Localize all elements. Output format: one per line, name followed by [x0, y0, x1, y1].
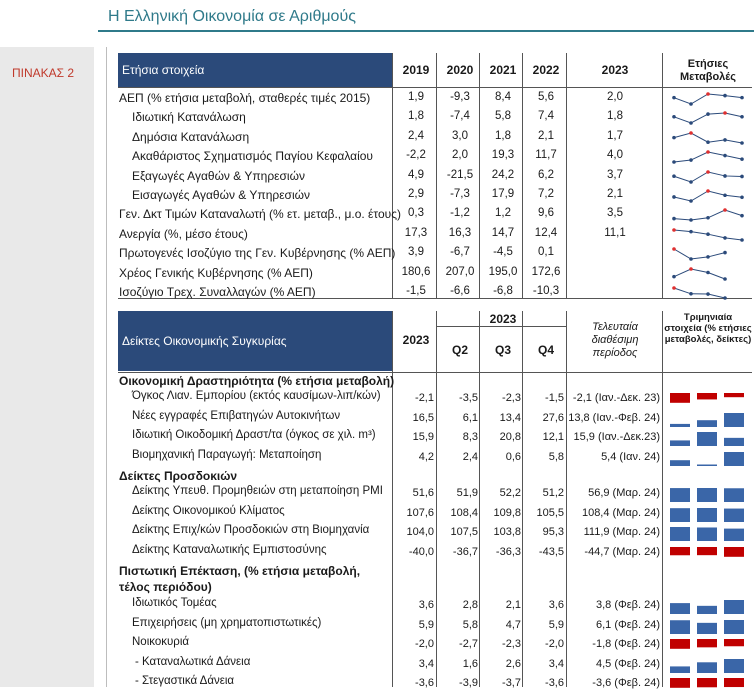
- quarterly-bar: [724, 413, 744, 427]
- quarter-group-rule: [436, 326, 566, 327]
- annual-sparkline: [668, 188, 748, 204]
- annual-value: -6,8: [493, 285, 513, 297]
- annual-sparkline: [668, 91, 748, 107]
- business-value: 51,2: [542, 487, 564, 499]
- quarterly-bar: [697, 527, 717, 541]
- sparkline-point: [706, 292, 710, 296]
- quarterly-bar: [670, 666, 690, 673]
- sparkline-point: [723, 174, 727, 178]
- annual-value: 1,9: [408, 91, 424, 103]
- quarterly-bar: [670, 393, 690, 403]
- annual-row-label: Δημόσια Κατανάλωση: [132, 129, 250, 144]
- business-row-label: Όγκος Λιαν. Εμπορίου (εκτός καυσίμων-λιπ/κών): [132, 390, 381, 402]
- annual-value: -9,3: [450, 91, 470, 103]
- annual-value: 2,1: [538, 129, 554, 142]
- quarterly-bar: [670, 508, 690, 522]
- quarterly-bar: [724, 659, 744, 673]
- latest-period-value: 111,9 (Μαρ. 24): [583, 526, 660, 538]
- business-value: 2,1: [505, 599, 521, 611]
- business-value: -3,6: [415, 677, 434, 689]
- quarterly-bar: [670, 620, 690, 634]
- annual-value: -6,7: [450, 246, 470, 259]
- business-value: 108,4: [450, 506, 478, 519]
- sparkline-point: [672, 96, 676, 100]
- quarterly-bar: [724, 529, 744, 541]
- annual-value: 11,1: [604, 226, 626, 239]
- sparkline-point: [706, 140, 710, 144]
- annual-value: -7,3: [450, 188, 470, 200]
- sparkline-point: [672, 286, 676, 290]
- quarterly-bar: [697, 420, 717, 427]
- quarterly-bar: [724, 508, 744, 521]
- business-value: 16,5: [412, 411, 434, 424]
- quarterly-bar: [697, 464, 717, 466]
- business-value: -2,7: [459, 638, 478, 650]
- business-value: -2,3: [502, 392, 521, 404]
- annual-value: 0,3: [408, 207, 424, 220]
- sparkline-point: [706, 270, 710, 274]
- business-value: -3,5: [459, 392, 478, 404]
- quarterly-bar: [697, 678, 717, 687]
- annual-value: -7,4: [450, 110, 470, 123]
- business-value: 109,8: [493, 506, 521, 519]
- business-value: 27,6: [542, 411, 564, 424]
- business-header: Δείκτες Οικονομικής Συγκυρίας: [118, 311, 392, 371]
- sparkline-point: [672, 160, 676, 164]
- quarterly-bar: [670, 639, 690, 649]
- business-value: 12,1: [542, 431, 564, 443]
- annual-value: 2,4: [408, 129, 424, 142]
- annual-change-header: Ετήσιες Μεταβολές: [680, 58, 736, 83]
- sparkline-point: [740, 214, 744, 218]
- sparkline-point: [672, 115, 676, 119]
- annual-value: 3,0: [452, 129, 468, 142]
- annual-value: -2,2: [406, 149, 426, 162]
- annual-sparkline: [668, 227, 748, 243]
- sparkline-point: [740, 115, 744, 119]
- year-header-2020: 2020: [446, 63, 474, 77]
- latest-period-value: 4,5 (Φεβ. 24): [595, 657, 660, 670]
- annual-value: 3,5: [607, 207, 623, 220]
- latest-period-header: Τελευταία διαθέσιμη περίοδος: [591, 321, 639, 359]
- quarterly-bar: [697, 508, 717, 522]
- quarterly-bar: [724, 620, 744, 634]
- quarterly-bar: [724, 438, 744, 446]
- quarterly-bar-chart: [666, 524, 750, 542]
- sparkline-point: [723, 236, 727, 240]
- business-col-divider: [436, 311, 437, 687]
- annual-col-divider: [436, 53, 437, 298]
- annual-value: -10,3: [532, 285, 560, 297]
- quarterly-bar-chart: [666, 544, 750, 562]
- sparkline-point: [689, 230, 693, 234]
- business-value: -1,5: [545, 392, 564, 404]
- sparkline-point: [689, 292, 693, 296]
- business-value: 104,0: [406, 526, 434, 538]
- business-value: 2,4: [462, 450, 478, 463]
- business-row-label: Δείκτης Καταναλωτικής Εμπιστοσύνης: [132, 543, 327, 556]
- quarterly-bar: [670, 440, 690, 446]
- annual-value: 1,2: [495, 207, 511, 220]
- sparkline-point: [672, 228, 676, 232]
- business-row-label: Δείκτης Επιχ/κών Προσδοκιών στη Βιομηχανία: [132, 524, 370, 536]
- annual-value: 17,9: [491, 188, 515, 200]
- business-value: 3,4: [548, 657, 564, 670]
- annual-value: 7,2: [538, 188, 554, 200]
- quarterly-bar: [724, 547, 744, 557]
- business-value: 4,7: [505, 618, 521, 631]
- quarterly-bar: [724, 488, 744, 502]
- quarterly-bar: [670, 423, 690, 426]
- annual-value: 12,4: [534, 226, 558, 239]
- sparkline-point: [723, 138, 727, 142]
- latest-period-value: -3,6 (Φεβ. 24): [592, 677, 660, 689]
- business-row-label: Δείκτης Οικονομικού Κλίματος: [132, 504, 285, 517]
- quarterly-bar-chart: [666, 449, 750, 467]
- business-value: -40,0: [408, 545, 434, 558]
- business-value: 5,8: [462, 618, 478, 631]
- annual-col-divider: [392, 53, 393, 298]
- business-value: 2,6: [505, 657, 521, 670]
- annual-value: 3,7: [607, 168, 623, 181]
- business-value: 3,6: [418, 599, 434, 611]
- annual-value: 16,3: [448, 226, 472, 239]
- business-row-label: - Καταναλωτικά Δάνεια: [135, 655, 251, 668]
- sparkline-path: [674, 269, 725, 279]
- quarterly-bar: [697, 662, 717, 673]
- business-value: -2,3: [502, 638, 521, 650]
- sparkline-point: [740, 96, 744, 100]
- quarterly-bar: [697, 622, 717, 633]
- latest-period-value: 6,1 (Φεβ. 24): [595, 618, 660, 631]
- quarter-header-Q3: Q3: [494, 343, 511, 357]
- sparkline-point: [723, 277, 727, 281]
- sparkline-point: [723, 154, 727, 158]
- business-value: -2,1: [415, 392, 434, 404]
- sparkline-point: [723, 94, 727, 98]
- annual-value: 4,0: [607, 149, 623, 162]
- annual-value: 9,6: [538, 207, 554, 220]
- sparkline-point: [689, 158, 693, 162]
- business-value: 52,2: [499, 487, 521, 499]
- annual-value: 207,0: [445, 265, 475, 278]
- annual-sparkline: [668, 266, 748, 282]
- sparkline-point: [672, 136, 676, 140]
- annual-value: 195,0: [488, 265, 518, 278]
- annual-col-divider: [662, 53, 663, 298]
- sparkline-point: [706, 170, 710, 174]
- sparkline-point: [723, 251, 727, 255]
- sparkline-point: [689, 131, 693, 135]
- business-value: -36,7: [452, 545, 478, 558]
- business-col-divider: [566, 311, 567, 687]
- annual-value: 172,6: [531, 265, 561, 278]
- latest-period-value: 108,4 (Μαρ. 24): [581, 506, 660, 519]
- business-group-year: 2023: [489, 312, 517, 326]
- annual-value: 3,9: [408, 246, 424, 259]
- latest-period-value: -1,8 (Φεβ. 24): [592, 638, 660, 650]
- annual-value: 24,2: [491, 168, 515, 181]
- quarterly-bar: [670, 678, 690, 688]
- sparkline-point: [706, 232, 710, 236]
- annual-value: 5,6: [538, 91, 554, 103]
- sparkline-path: [674, 249, 725, 259]
- sparkline-point: [706, 92, 710, 96]
- sparkline-point: [723, 296, 727, 300]
- quarterly-bar: [724, 600, 744, 614]
- business-row-label: Νοικοκυριά: [132, 636, 190, 648]
- year-header-2021: 2021: [489, 63, 517, 77]
- annual-value: -1,2: [450, 207, 470, 220]
- business-col-divider: [479, 311, 480, 687]
- annual-row-label: ΑΕΠ (% ετήσια μεταβολή, σταθερές τιμές 2015): [119, 91, 371, 105]
- business-value: 103,8: [493, 526, 521, 538]
- sparkline-point: [706, 216, 710, 220]
- business-value: 8,3: [462, 431, 478, 443]
- sparkline-point: [723, 209, 727, 213]
- annual-row-label: Χρέος Γενικής Κυβέρνησης (% ΑΕΠ): [119, 265, 313, 280]
- annual-value: 6,2: [538, 168, 554, 181]
- sparkline-point: [706, 113, 710, 117]
- annual-value: 2,1: [607, 188, 623, 200]
- annual-header-rule: [118, 87, 752, 88]
- business-value: 3,4: [418, 657, 434, 670]
- annual-sparkline: [668, 285, 748, 301]
- quarterly-bar: [670, 527, 690, 541]
- sparkline-point: [672, 247, 676, 251]
- business-value: 1,6: [462, 657, 478, 670]
- business-value: 2,8: [462, 599, 478, 611]
- quarterly-bar-chart: [666, 597, 750, 615]
- business-col-divider: [662, 311, 663, 687]
- sparkline-point: [689, 122, 693, 126]
- annual-value: 4,9: [408, 168, 424, 181]
- table-number-label: ΠΙΝΑΚΑΣ 2: [12, 66, 75, 80]
- annual-row-label: Γεν. Δκτ Τιμών Καταναλωτή (% ετ. μεταβ., μ.ο. έτους): [119, 207, 401, 222]
- business-row-label: Ιδιωτικός Τομέας: [132, 597, 217, 609]
- sparkline-point: [723, 112, 727, 116]
- annual-value: 2,9: [408, 188, 424, 200]
- sparkline-point: [723, 193, 727, 197]
- sparkline-point: [672, 174, 676, 178]
- annual-value: 19,3: [491, 149, 515, 162]
- business-value: 5,8: [548, 450, 564, 463]
- quarterly-bar: [724, 639, 744, 646]
- quarterly-bar: [697, 432, 717, 446]
- business-value: -3,6: [545, 677, 564, 689]
- latest-period-value: 3,8 (Φεβ. 24): [595, 599, 660, 611]
- quarterly-bar: [724, 678, 744, 687]
- annual-row-label: Ανεργία (%, μέσο έτους): [119, 226, 248, 241]
- business-value: -3,9: [459, 677, 478, 689]
- sparkline-point: [689, 267, 693, 271]
- business-value: 51,9: [456, 487, 478, 499]
- annual-value: 2,0: [452, 149, 468, 162]
- business-value: -43,5: [538, 545, 564, 558]
- business-value: 3,6: [548, 599, 564, 611]
- business-value: 6,1: [462, 411, 478, 424]
- annual-row-label: Εξαγωγές Αγαθών & Υπηρεσιών: [132, 168, 305, 183]
- annual-value: 1,8: [607, 110, 623, 123]
- quarterly-bar-chart: [666, 656, 750, 674]
- sparkline-point: [689, 219, 693, 223]
- annual-value: 1,8: [408, 110, 424, 123]
- sparkline-point: [689, 199, 693, 203]
- annual-value: 17,3: [404, 226, 428, 239]
- annual-sparkline: [668, 130, 748, 146]
- quarterly-bar-chart: [666, 675, 750, 693]
- quarterly-bar-chart: [666, 429, 750, 447]
- business-value: 105,5: [536, 506, 564, 519]
- quarterly-bar: [697, 547, 717, 555]
- annual-value: 8,4: [495, 91, 511, 103]
- annual-row-label: Εισαγωγές Αγαθών & Υπηρεσιών: [132, 188, 310, 202]
- business-value: 15,9: [412, 431, 434, 443]
- annual-value: 180,6: [401, 265, 431, 278]
- business-row-label: Επιχειρήσεις (μη χρηματοπιστωτικές): [132, 616, 322, 629]
- business-value: 5,9: [548, 618, 564, 631]
- year-header-2019: 2019: [402, 63, 430, 77]
- business-value: 13,4: [499, 411, 521, 424]
- annual-value: -6,6: [450, 285, 470, 297]
- annual-row-label: Πρωτογενές Ισοζύγιο της Γεν. Κυβέρνησης (% ΑΕΠ): [119, 246, 396, 261]
- annual-value: -4,5: [493, 246, 513, 259]
- quarterly-bar: [724, 393, 744, 397]
- title-rule: [98, 30, 754, 32]
- annual-row-label: Ισοζύγιο Τρεχ. Συναλλαγών (% ΑΕΠ): [119, 285, 316, 299]
- sparkline-point: [740, 195, 744, 199]
- quarterly-bar: [697, 488, 717, 502]
- annual-value: 1,7: [607, 129, 623, 142]
- latest-period-value: 13,8 (Ιαν.-Φεβ. 24): [568, 411, 660, 424]
- section-title: Δείκτες Προσδοκιών: [119, 469, 238, 483]
- business-value: 107,5: [450, 526, 478, 538]
- business-value: 95,3: [542, 526, 564, 538]
- annual-value: 0,1: [538, 246, 554, 259]
- sparkline-path: [674, 288, 725, 298]
- latest-period-value: 15,9 (Ιαν.-Δεκ.23): [573, 431, 660, 443]
- latest-period-value: 56,9 (Μαρ. 24): [588, 487, 660, 499]
- sparkline-point: [689, 180, 693, 184]
- year-header-2023: 2023: [601, 63, 629, 77]
- business-value: -36,3: [495, 545, 521, 558]
- sparkline-point: [740, 238, 744, 242]
- sparkline-point: [672, 274, 676, 278]
- quarterly-bar: [697, 639, 717, 647]
- quarter-header-Q2: Q2: [451, 343, 468, 357]
- business-value: 4,2: [418, 450, 434, 463]
- quarterly-bar: [670, 488, 690, 502]
- sparkline-point: [672, 195, 676, 199]
- annual-row-label: Ιδιωτική Κατανάλωση: [132, 110, 246, 125]
- business-row-label: Βιομηχανική Παραγωγή: Μεταποίηση: [132, 448, 322, 461]
- annual-value: -21,5: [446, 168, 474, 181]
- quarterly-bar: [697, 606, 717, 614]
- latest-period-value: 5,4 (Ιαν. 24): [601, 450, 660, 463]
- annual-col-divider: [566, 53, 567, 298]
- business-value: -2,0: [415, 638, 434, 650]
- annual-value: 14,7: [491, 226, 515, 239]
- annual-sparkline: [668, 169, 748, 185]
- business-col-divider: [522, 311, 523, 687]
- annual-sparkline: [668, 149, 748, 165]
- annual-sparkline: [668, 110, 748, 126]
- side-panel: [0, 47, 94, 687]
- quarterly-bar-chart: [666, 505, 750, 523]
- sparkline-point: [672, 217, 676, 221]
- business-value: 20,8: [499, 431, 521, 443]
- sparkline-point: [689, 102, 693, 106]
- quarterly-bar-chart: [666, 390, 750, 408]
- margin-rule: [106, 47, 107, 687]
- quarterly-bar-chart: [666, 410, 750, 428]
- business-col-divider: [392, 311, 393, 687]
- sparkline-point: [740, 174, 744, 178]
- business-row-label: Ιδιωτική Οικοδομική Δραστ/τα (όγκος σε χιλ. m³): [132, 429, 376, 441]
- page-title: Η Ελληνική Οικονομία σε Αριθμούς: [108, 8, 356, 25]
- quarterly-bar-chart: [666, 485, 750, 503]
- section-title: Πιστωτική Επέκταση, (% ετήσια μεταβολή, τέλος περιόδου): [119, 564, 361, 594]
- quarterly-bar: [697, 393, 717, 399]
- annual-sparkline: [668, 246, 748, 262]
- quarterly-bar: [670, 460, 690, 466]
- latest-period-value: -2,1 (Ιαν.-Δεκ. 23): [572, 392, 660, 404]
- business-row-label: - Στεγαστικά Δάνεια: [135, 675, 235, 687]
- quarterly-bar: [670, 603, 690, 614]
- quarter-header-Q4: Q4: [537, 343, 554, 357]
- sparkline-point: [740, 158, 744, 162]
- sparkline-point: [740, 141, 744, 145]
- business-value: 5,9: [418, 618, 434, 631]
- sparkline-point: [706, 189, 710, 193]
- sparkline-point: [689, 257, 693, 261]
- annual-value: 2,0: [607, 91, 623, 103]
- annual-header: Ετήσια στοιχεία: [118, 53, 392, 87]
- quarterly-bar-chart: [666, 636, 750, 654]
- year-header-2022: 2022: [532, 63, 560, 77]
- sparkline-point: [706, 150, 710, 154]
- annual-value: -1,5: [406, 285, 426, 297]
- business-value: -3,7: [502, 677, 521, 689]
- annual-row-label: Ακαθάριστος Σχηματισμός Παγίου Κεφαλαίου: [132, 149, 373, 164]
- annual-value: 1,8: [495, 129, 511, 142]
- quarterly-bars-header: Τριμηνιαία στοιχεία (% ετήσιες μεταβολές, δείκτες): [664, 312, 752, 345]
- business-value: 107,6: [406, 506, 434, 519]
- business-row-label: Δείκτης Υπευθ. Προμηθειών στη μεταποίηση PMI: [132, 485, 383, 497]
- annual-value: 7,4: [538, 110, 554, 123]
- business-value: 0,6: [505, 450, 521, 463]
- latest-period-value: -44,7 (Μαρ. 24): [584, 545, 660, 558]
- annual-value: 5,8: [495, 110, 511, 123]
- business-year-header: 2023: [402, 333, 430, 347]
- annual-sparkline: [668, 207, 748, 223]
- business-value: 51,6: [412, 487, 434, 499]
- annual-value: 11,7: [535, 149, 557, 162]
- quarterly-bar: [724, 452, 744, 466]
- section-title: Οικονομική Δραστηριότητα (% ετήσια μεταβολή): [119, 374, 395, 388]
- quarterly-bar: [670, 547, 690, 555]
- business-row-label: Νέες εγγραφές Επιβατηγών Αυτοκινήτων: [132, 409, 341, 422]
- quarterly-bar-chart: [666, 617, 750, 635]
- sparkline-point: [706, 255, 710, 259]
- business-value: -2,0: [545, 638, 564, 650]
